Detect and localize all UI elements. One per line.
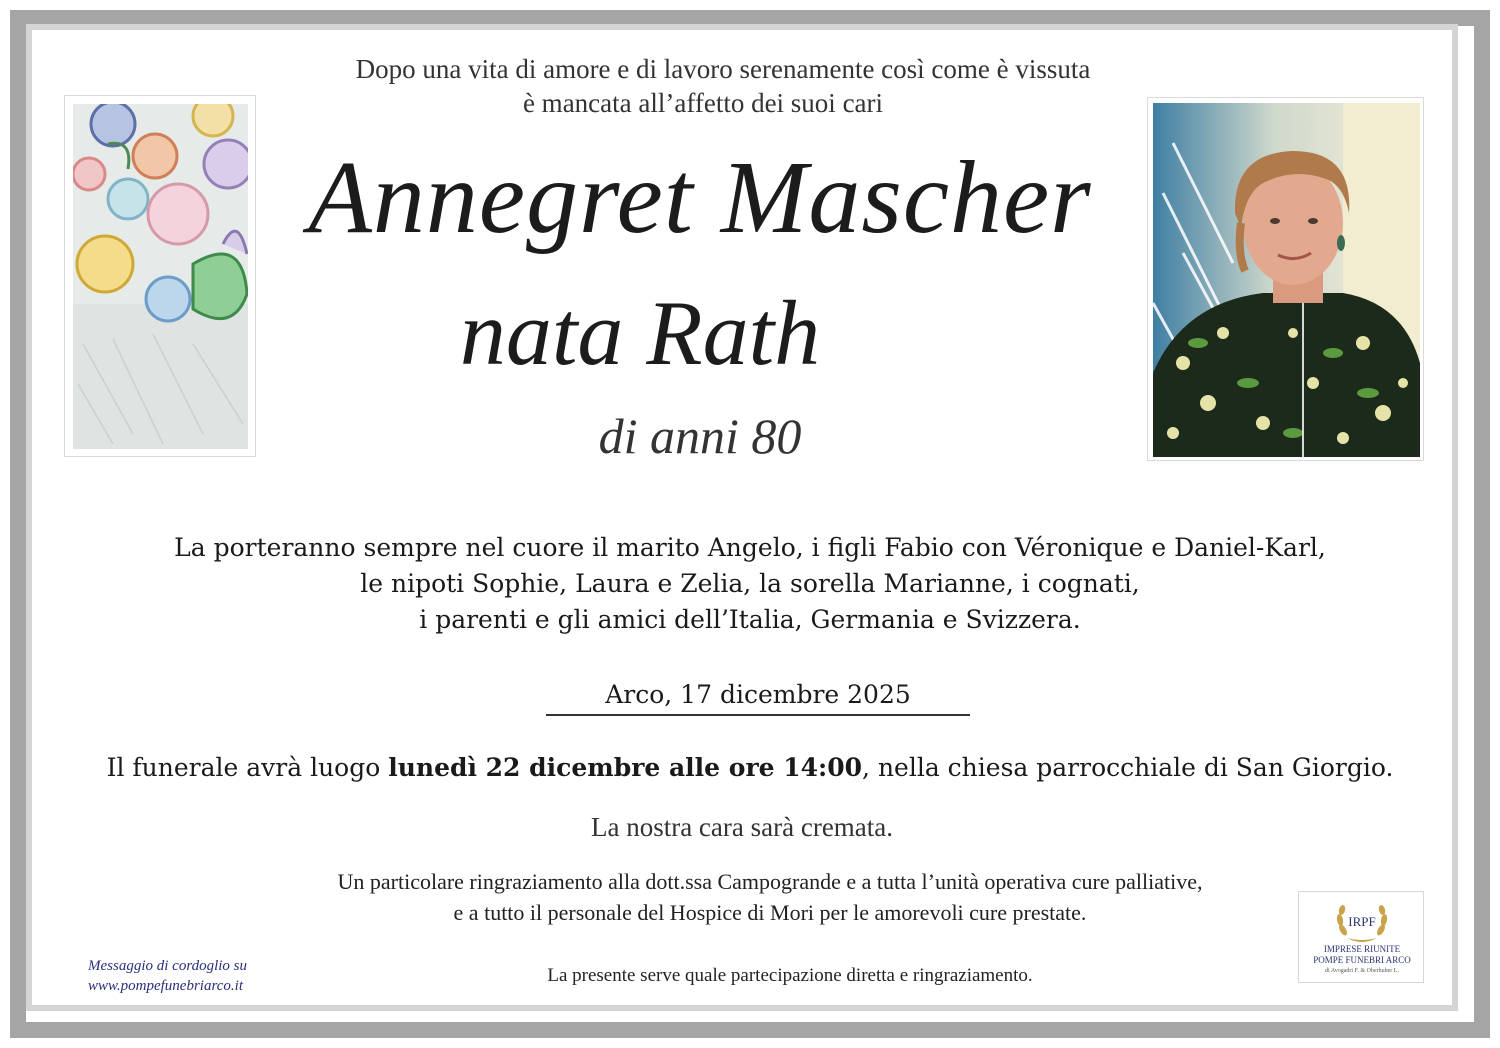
intro-line-2: è mancata all’affetto dei suoi cari <box>522 88 884 118</box>
intro-text <box>300 52 1146 120</box>
portrait-image <box>1153 103 1420 457</box>
laurel-emblem-icon <box>1333 900 1391 948</box>
thanks-line: Un particolare ringraziamento alla dott.ssa Campogrande e a tutta l’unità operativa cure palliative, <box>337 869 1203 894</box>
thanks-line: e a tutto il personale del Hospice di Mori per le amorevoli cure prestate. <box>453 900 1087 925</box>
funeral-prefix: Il funerale avrà luogo <box>106 753 389 782</box>
condolence-link[interactable]: www.pompefunebriarco.it <box>88 978 243 994</box>
age: di anni 80 <box>598 408 802 464</box>
mourners-line: La porteranno sempre nel cuore il marito Angelo, i figli Fabio con Véronique e Daniel-Karl, <box>174 533 1326 562</box>
mourners-text <box>60 530 1440 638</box>
logo-line-3: di Avogadri F. & Oberhuber L. <box>1325 968 1399 974</box>
participation-note: La presente serve quale partecipazione diretta e ringraziamento. <box>547 965 1033 986</box>
mourners-line: i parenti e gli amici dell’Italia, Germania e Svizzera. <box>419 605 1081 634</box>
cremation-note: La nostra cara sarà cremata. <box>590 812 894 842</box>
maiden-name: nata Rath <box>459 282 821 384</box>
logo-line-2: POMPE FUNEBRI ARCO <box>1313 955 1411 965</box>
condolence-label: Messaggio di cordoglio su <box>88 958 248 974</box>
deceased-name: Annegret Mascher <box>308 140 1092 255</box>
funeral-home-logo <box>1298 891 1424 983</box>
mourners-line: le nipoti Sophie, Laura e Zelia, la sorella Marianne, i cognati, <box>360 569 1140 598</box>
funeral-info <box>40 748 1460 788</box>
place-date: Arco, 17 dicembre 2025 <box>546 676 970 716</box>
flower-painting-image <box>64 95 256 457</box>
logo-monogram: IRPF <box>1348 914 1376 929</box>
logo-line-1: IMPRESE RIUNITE <box>1323 944 1401 954</box>
funeral-suffix: , nella chiesa parrocchiale di San Giorgio. <box>862 753 1394 782</box>
intro-line-1: Dopo una vita di amore e di lavoro serenamente così come è vissuta <box>355 54 1091 84</box>
thanks-text <box>230 866 1310 928</box>
condolence-message <box>88 956 328 996</box>
flower-painting <box>73 104 248 449</box>
funeral-datetime: lunedì 22 dicembre alle ore 14:00 <box>388 753 863 782</box>
portrait-photo <box>1147 97 1424 461</box>
